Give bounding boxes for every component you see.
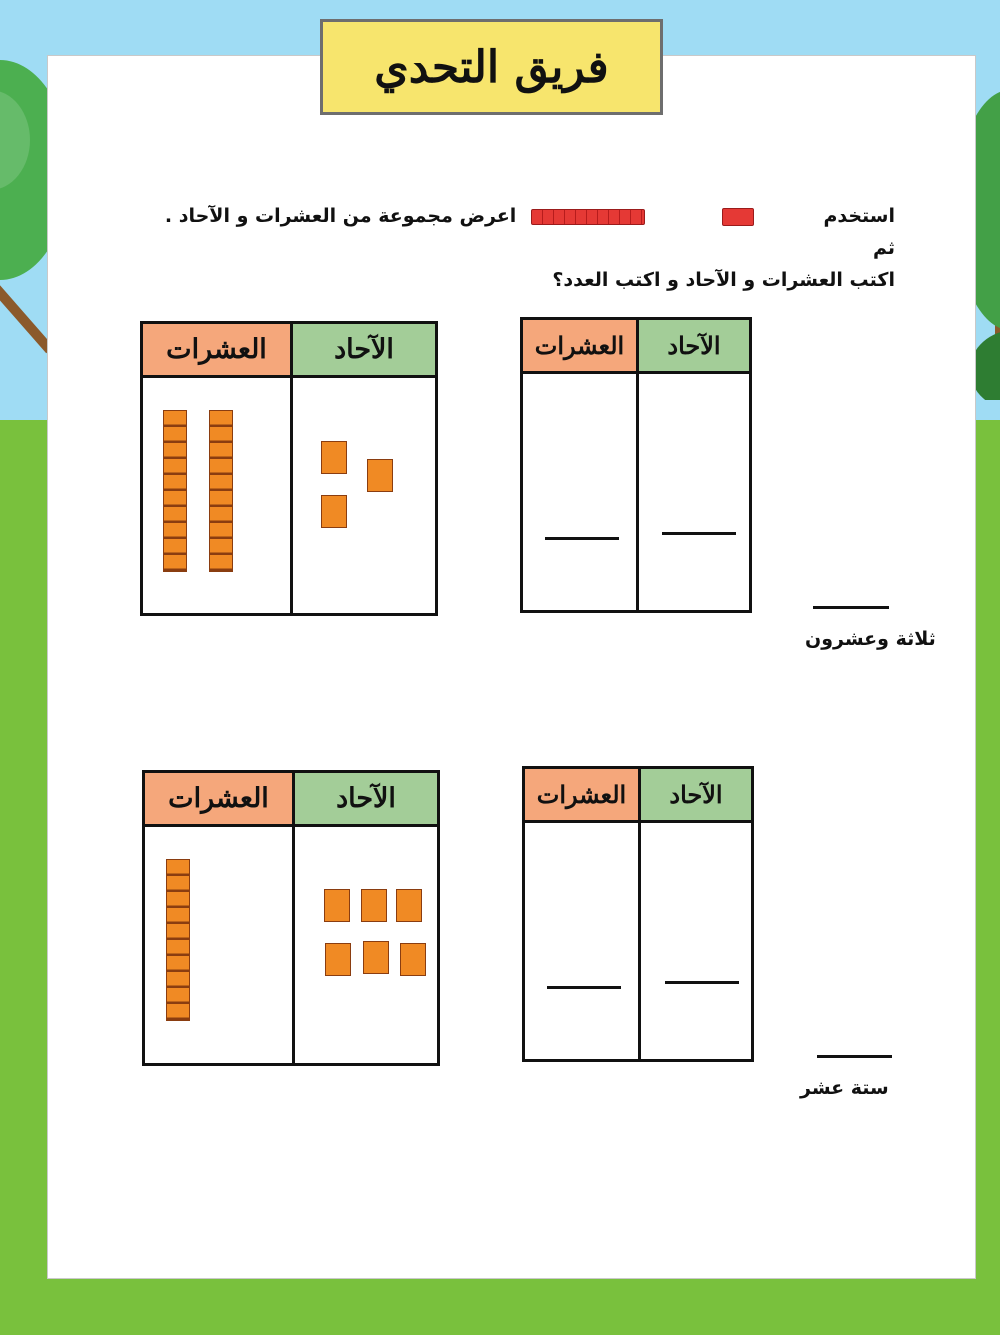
ten-rod-block [163, 410, 187, 572]
ones-header: الآحاد [293, 324, 435, 378]
ones-header: الآحاد [641, 769, 751, 823]
unit-cube-block [396, 889, 422, 922]
unit-cube-block [367, 459, 393, 492]
model-table-2 [142, 770, 440, 1066]
tens-header: العشرات [145, 773, 292, 827]
model-table-1 [140, 321, 438, 616]
tens-header: العشرات [523, 320, 636, 374]
unit-cube-block [321, 441, 347, 474]
column-divider [638, 769, 641, 1059]
unit-cube-icon [722, 208, 754, 226]
unit-cube-block [363, 941, 389, 974]
number-answer-blank-1[interactable] [813, 606, 889, 609]
number-words-2: ستة عشر [800, 1077, 889, 1099]
unit-cube-block [325, 943, 351, 976]
ones-header: الآحاد [295, 773, 437, 827]
page-title: فريق التحدي [374, 41, 609, 93]
unit-cube-block [400, 943, 426, 976]
instruction-use: استخدم [823, 205, 895, 227]
instruction-line1: اعرض مجموعة من العشرات و الآحاد . ثم [164, 205, 895, 259]
tens-header: العشرات [143, 324, 290, 378]
ten-rod-icon [531, 209, 645, 225]
tens-answer-blank[interactable] [545, 537, 619, 540]
ten-rod-block [166, 859, 190, 1021]
tens-header: العشرات [525, 769, 638, 823]
column-divider [290, 324, 293, 613]
unit-cube-block [361, 889, 387, 922]
column-divider [292, 773, 295, 1063]
unit-cube-block [321, 495, 347, 528]
title-banner [320, 19, 663, 115]
number-words-1: ثلاثة وعشرون [805, 628, 936, 650]
unit-cube-block [324, 889, 350, 922]
ones-answer-blank[interactable] [665, 981, 739, 984]
instruction-line2: اكتب العشرات و الآحاد و اكتب العدد؟ [552, 269, 895, 291]
ten-rod-block [209, 410, 233, 572]
ones-answer-blank[interactable] [662, 532, 736, 535]
ones-header: الآحاد [639, 320, 749, 374]
answer-table-1 [520, 317, 752, 613]
answer-table-2 [522, 766, 754, 1062]
instructions [155, 200, 895, 296]
tens-answer-blank[interactable] [547, 986, 621, 989]
column-divider [636, 320, 639, 610]
number-answer-blank-2[interactable] [817, 1055, 892, 1058]
